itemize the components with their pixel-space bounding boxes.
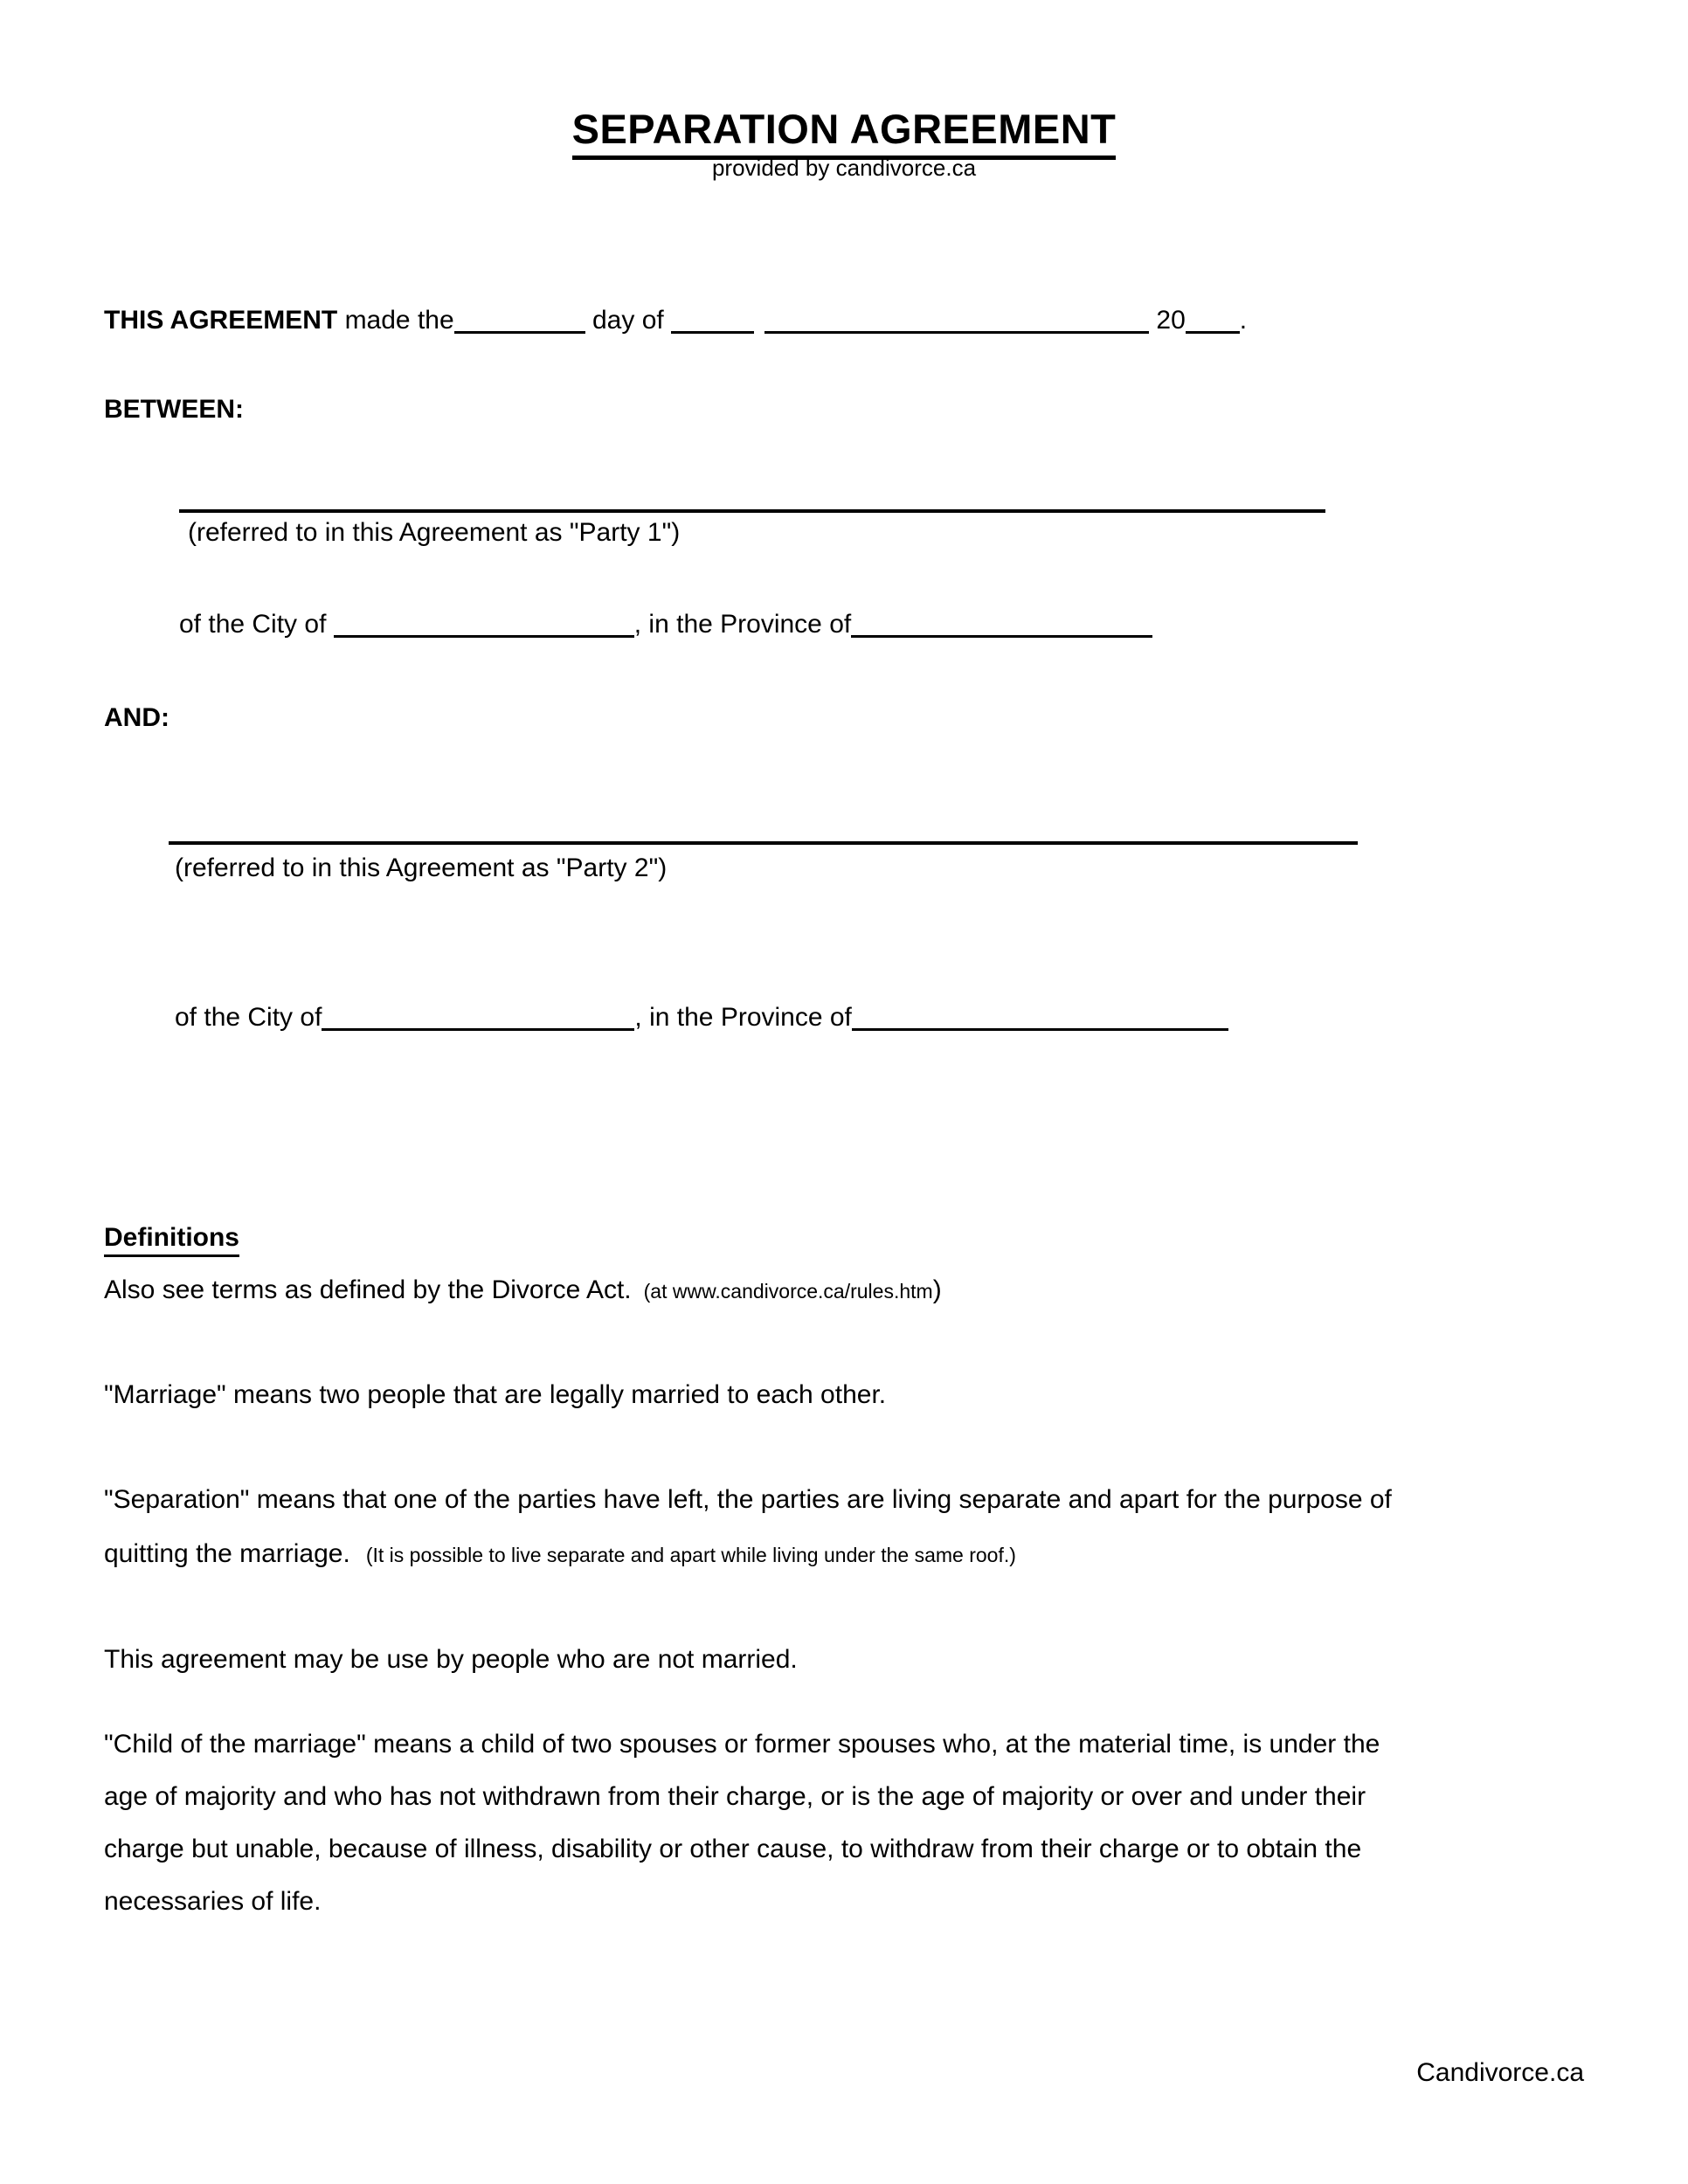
child-definition-line2: age of majority and who has not withdrawn from their charge, or is the age of majority or over and under their	[104, 1782, 1366, 1811]
party1-caption: (referred to in this Agreement as "Party 1")	[188, 518, 681, 547]
separation-definition-line2	[104, 1539, 1016, 1569]
party2-city-prefix: of the City of	[175, 1003, 322, 1032]
agreement-date-line	[104, 306, 1247, 335]
agreement-line-year-prefix: 20	[1149, 306, 1186, 335]
marriage-definition: "Marriage" means two people that are legally married to each other.	[104, 1380, 887, 1409]
separation-line2-text: quitting the marriage.	[104, 1539, 350, 1568]
between-label: BETWEEN:	[104, 395, 244, 424]
document-subtitle: provided by candivorce.ca	[711, 155, 977, 181]
definitions-heading-block	[104, 1223, 239, 1257]
separation-definition-line1: "Separation" means that one of the parties have left, the parties are living separate and apart for the purpose of	[104, 1485, 1392, 1514]
party1-city-line	[179, 610, 1152, 639]
agreement-line-made-the: made the	[337, 306, 454, 335]
also-see-line	[104, 1275, 942, 1305]
party2-province-blank	[852, 1025, 1228, 1031]
party1-name-line	[179, 509, 1325, 513]
footer-site-name: Candivorce.ca	[1416, 2058, 1584, 2087]
party2-city-blank	[322, 1025, 634, 1031]
not-married-note: This agreement may be use by people who are not married.	[104, 1645, 798, 1674]
child-definition-line3: charge but unable, because of illness, disability or other cause, to withdraw from their charge or to obtain the	[104, 1835, 1362, 1863]
party2-city-line	[175, 1003, 1228, 1033]
document-title: SEPARATION AGREEMENT	[572, 105, 1117, 160]
party2-caption: (referred to in this Agreement as "Party 2")	[175, 854, 668, 882]
agreement-line-day-of: day of	[585, 306, 672, 335]
year-blank	[1186, 328, 1240, 334]
definitions-heading: Definitions	[104, 1223, 239, 1257]
agreement-line-period: .	[1239, 306, 1248, 335]
separation-small-note: (It is possible to live separate and apart while living under the same roof.)	[365, 1544, 1016, 1566]
month-short-blank	[671, 328, 754, 334]
day-number-blank	[454, 328, 585, 334]
party1-province-blank	[851, 632, 1152, 638]
month-long-blank	[764, 328, 1149, 334]
title-block	[0, 105, 1688, 160]
party2-name-line	[169, 841, 1358, 845]
and-label: AND:	[104, 703, 169, 732]
child-definition-line4: necessaries of life.	[104, 1887, 322, 1916]
party1-city-prefix: of the City of	[179, 610, 334, 639]
party2-province-prefix: , in the Province of	[634, 1003, 852, 1032]
also-see-close-paren: )	[932, 1275, 942, 1304]
child-definition-line1: "Child of the marriage" means a child of two spouses or former spouses who, at the material time, is under the	[104, 1730, 1380, 1759]
also-see-text: Also see terms as defined by the Divorce Act.	[104, 1275, 632, 1304]
party1-province-prefix: , in the Province of	[633, 610, 852, 639]
agreement-line-lead: THIS AGREEMENT	[104, 306, 338, 335]
also-see-small-text: (at www.candivorce.ca/rules.htm	[643, 1280, 933, 1303]
party1-city-blank	[334, 632, 634, 638]
